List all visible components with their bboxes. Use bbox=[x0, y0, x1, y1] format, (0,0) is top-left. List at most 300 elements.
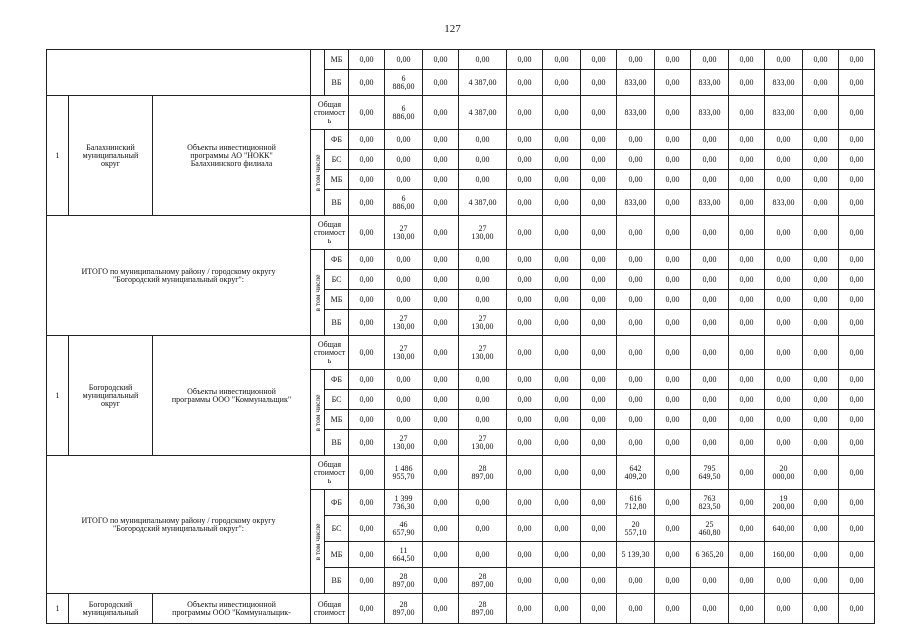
value-cell: 0,00 bbox=[617, 390, 655, 410]
value-cell: 0,00 bbox=[423, 216, 459, 250]
value-cell: 0,00 bbox=[617, 216, 655, 250]
value-cell: 0,00 bbox=[617, 568, 655, 594]
value-cell: 0,00 bbox=[423, 430, 459, 456]
value-cell: 0,00 bbox=[423, 96, 459, 130]
value-cell: 0,00 bbox=[655, 50, 691, 70]
value-cell: 25 460,80 bbox=[691, 516, 729, 542]
value-cell: 0,00 bbox=[655, 70, 691, 96]
value-cell: 0,00 bbox=[655, 190, 691, 216]
value-cell: 4 387,00 bbox=[459, 96, 507, 130]
source-cell: БС bbox=[325, 516, 349, 542]
value-cell: 0,00 bbox=[349, 390, 385, 410]
value-cell: 833,00 bbox=[617, 96, 655, 130]
value-cell: 0,00 bbox=[581, 96, 617, 130]
value-cell: 0,00 bbox=[617, 130, 655, 150]
value-cell: 0,00 bbox=[543, 490, 581, 516]
value-cell: 0,00 bbox=[459, 290, 507, 310]
table-row bbox=[47, 50, 875, 70]
value-cell: 0,00 bbox=[729, 190, 765, 216]
value-cell: 0,00 bbox=[507, 542, 543, 568]
value-cell: 0,00 bbox=[839, 270, 875, 290]
value-cell: 0,00 bbox=[423, 70, 459, 96]
value-cell: 833,00 bbox=[617, 190, 655, 216]
value-cell: 0,00 bbox=[729, 542, 765, 568]
value-cell: 0,00 bbox=[655, 594, 691, 624]
value-cell: 0,00 bbox=[507, 130, 543, 150]
value-cell: 0,00 bbox=[581, 50, 617, 70]
value-cell: 0,00 bbox=[729, 250, 765, 270]
in-that-number-text: в том числе bbox=[312, 153, 322, 192]
value-cell: 0,00 bbox=[729, 516, 765, 542]
value-cell: 0,00 bbox=[543, 456, 581, 490]
value-cell: 0,00 bbox=[765, 50, 803, 70]
value-cell: 0,00 bbox=[617, 430, 655, 456]
value-cell: 0,00 bbox=[691, 390, 729, 410]
value-cell: 0,00 bbox=[581, 290, 617, 310]
value-cell: 0,00 bbox=[349, 542, 385, 568]
value-cell: 0,00 bbox=[385, 270, 423, 290]
value-cell: 0,00 bbox=[691, 594, 729, 624]
value-cell: 0,00 bbox=[729, 336, 765, 370]
value-cell: 0,00 bbox=[385, 170, 423, 190]
value-cell: 0,00 bbox=[655, 410, 691, 430]
value-cell: 0,00 bbox=[349, 96, 385, 130]
value-cell: 0,00 bbox=[349, 336, 385, 370]
value-cell: 0,00 bbox=[655, 370, 691, 390]
value-cell: 0,00 bbox=[581, 370, 617, 390]
value-cell: 27 130,00 bbox=[459, 310, 507, 336]
source-cell: МБ bbox=[325, 410, 349, 430]
value-cell: 0,00 bbox=[385, 290, 423, 310]
source-cell: МБ bbox=[325, 290, 349, 310]
value-cell: 0,00 bbox=[617, 594, 655, 624]
value-cell: 0,00 bbox=[765, 336, 803, 370]
value-cell: 0,00 bbox=[729, 96, 765, 130]
value-cell: 0,00 bbox=[459, 130, 507, 150]
value-cell: 0,00 bbox=[839, 96, 875, 130]
value-cell: 0,00 bbox=[385, 250, 423, 270]
value-cell: 0,00 bbox=[349, 410, 385, 430]
value-cell: 0,00 bbox=[581, 270, 617, 290]
value-cell: 5 139,30 bbox=[617, 542, 655, 568]
value-cell: 0,00 bbox=[543, 594, 581, 624]
value-cell: 0,00 bbox=[349, 130, 385, 150]
value-cell: 0,00 bbox=[729, 270, 765, 290]
value-cell: 1 486 955,70 bbox=[385, 456, 423, 490]
value-cell: 0,00 bbox=[655, 130, 691, 150]
source-cell: ВБ bbox=[325, 310, 349, 336]
total-row bbox=[47, 96, 875, 130]
value-cell: 0,00 bbox=[507, 594, 543, 624]
value-cell: 0,00 bbox=[803, 490, 839, 516]
value-cell: 0,00 bbox=[543, 130, 581, 150]
value-cell: 0,00 bbox=[543, 290, 581, 310]
value-cell: 0,00 bbox=[839, 50, 875, 70]
value-cell: 0,00 bbox=[349, 290, 385, 310]
value-cell: 0,00 bbox=[729, 290, 765, 310]
value-cell: 0,00 bbox=[507, 410, 543, 430]
value-cell: 0,00 bbox=[803, 70, 839, 96]
value-cell: 833,00 bbox=[691, 96, 729, 130]
value-cell: 0,00 bbox=[803, 250, 839, 270]
value-cell: 0,00 bbox=[459, 50, 507, 70]
value-cell: 6 886,00 bbox=[385, 70, 423, 96]
value-cell: 0,00 bbox=[581, 250, 617, 270]
value-cell: 0,00 bbox=[691, 430, 729, 456]
value-cell: 0,00 bbox=[507, 250, 543, 270]
value-cell: 0,00 bbox=[459, 490, 507, 516]
value-cell: 0,00 bbox=[729, 370, 765, 390]
source-cell: ФБ bbox=[325, 370, 349, 390]
value-cell: 0,00 bbox=[507, 516, 543, 542]
value-cell: 0,00 bbox=[349, 430, 385, 456]
value-cell: 0,00 bbox=[617, 50, 655, 70]
value-cell: 0,00 bbox=[803, 216, 839, 250]
value-cell: 0,00 bbox=[459, 542, 507, 568]
value-cell: 0,00 bbox=[839, 336, 875, 370]
value-cell: 0,00 bbox=[839, 410, 875, 430]
total-cost-label: Общая стоимост bbox=[311, 594, 349, 624]
value-cell: 0,00 bbox=[617, 270, 655, 290]
value-cell: 0,00 bbox=[765, 568, 803, 594]
value-cell: 0,00 bbox=[655, 430, 691, 456]
value-cell: 795 649,50 bbox=[691, 456, 729, 490]
source-cell: БС bbox=[325, 150, 349, 170]
source-cell: ФБ bbox=[325, 490, 349, 516]
value-cell: 0,00 bbox=[507, 568, 543, 594]
value-cell: 27 130,00 bbox=[385, 430, 423, 456]
value-cell: 0,00 bbox=[803, 130, 839, 150]
total-row bbox=[47, 594, 875, 624]
value-cell: 0,00 bbox=[543, 516, 581, 542]
source-cell: МБ bbox=[325, 542, 349, 568]
value-cell: 0,00 bbox=[617, 410, 655, 430]
value-cell: 0,00 bbox=[349, 216, 385, 250]
total-row bbox=[47, 336, 875, 370]
value-cell: 0,00 bbox=[423, 516, 459, 542]
value-cell: 0,00 bbox=[385, 390, 423, 410]
value-cell: 0,00 bbox=[423, 568, 459, 594]
in-that-number-label bbox=[311, 490, 325, 594]
value-cell: 0,00 bbox=[507, 336, 543, 370]
value-cell: 0,00 bbox=[459, 390, 507, 410]
value-cell: 0,00 bbox=[581, 170, 617, 190]
value-cell: 0,00 bbox=[581, 542, 617, 568]
value-cell: 0,00 bbox=[423, 336, 459, 370]
value-cell: 0,00 bbox=[543, 542, 581, 568]
value-cell: 0,00 bbox=[803, 96, 839, 130]
value-cell: 0,00 bbox=[839, 130, 875, 150]
value-cell: 0,00 bbox=[655, 336, 691, 370]
value-cell: 640,00 bbox=[765, 516, 803, 542]
page-number: 127 bbox=[444, 23, 461, 35]
value-cell: 0,00 bbox=[349, 270, 385, 290]
value-cell: 0,00 bbox=[423, 542, 459, 568]
value-cell: 0,00 bbox=[349, 170, 385, 190]
value-cell: 0,00 bbox=[691, 250, 729, 270]
source-cell: ВБ bbox=[325, 70, 349, 96]
value-cell: 0,00 bbox=[507, 310, 543, 336]
value-cell: 0,00 bbox=[581, 190, 617, 216]
value-cell: 833,00 bbox=[617, 70, 655, 96]
value-cell: 0,00 bbox=[349, 70, 385, 96]
value-cell: 0,00 bbox=[349, 456, 385, 490]
value-cell: 0,00 bbox=[423, 190, 459, 216]
value-cell: 0,00 bbox=[729, 490, 765, 516]
district-name: Богородский муниципальный округ bbox=[69, 336, 153, 456]
value-cell: 0,00 bbox=[691, 290, 729, 310]
value-cell: 0,00 bbox=[423, 170, 459, 190]
source-cell: ФБ bbox=[325, 250, 349, 270]
value-cell: 0,00 bbox=[803, 456, 839, 490]
value-cell: 0,00 bbox=[803, 370, 839, 390]
value-cell: 1 399 736,30 bbox=[385, 490, 423, 516]
value-cell: 27 130,00 bbox=[459, 430, 507, 456]
value-cell: 0,00 bbox=[459, 370, 507, 390]
value-cell: 0,00 bbox=[655, 270, 691, 290]
value-cell: 0,00 bbox=[655, 170, 691, 190]
value-cell: 0,00 bbox=[349, 310, 385, 336]
value-cell: 0,00 bbox=[655, 456, 691, 490]
value-cell: 0,00 bbox=[729, 130, 765, 150]
value-cell: 0,00 bbox=[507, 96, 543, 130]
in-that-number-label bbox=[311, 370, 325, 456]
itogo-label: ИТОГО по муниципальному району / городскому округу "Богородский муниципальный округ": bbox=[47, 216, 311, 336]
value-cell: 0,00 bbox=[459, 170, 507, 190]
value-cell: 763 823,50 bbox=[691, 490, 729, 516]
value-cell: 0,00 bbox=[803, 568, 839, 594]
value-cell: 0,00 bbox=[543, 96, 581, 130]
value-cell: 0,00 bbox=[385, 410, 423, 430]
value-cell: 0,00 bbox=[459, 410, 507, 430]
value-cell: 0,00 bbox=[581, 130, 617, 150]
value-cell: 0,00 bbox=[507, 70, 543, 96]
value-cell: 0,00 bbox=[803, 50, 839, 70]
value-cell: 27 130,00 bbox=[385, 336, 423, 370]
value-cell: 0,00 bbox=[385, 50, 423, 70]
value-cell: 0,00 bbox=[423, 130, 459, 150]
value-cell: 4 387,00 bbox=[459, 70, 507, 96]
value-cell: 27 130,00 bbox=[385, 310, 423, 336]
value-cell: 0,00 bbox=[803, 170, 839, 190]
value-cell: 0,00 bbox=[543, 250, 581, 270]
total-row bbox=[47, 456, 875, 490]
value-cell: 0,00 bbox=[617, 170, 655, 190]
value-cell: 27 130,00 bbox=[459, 336, 507, 370]
value-cell: 6 365,20 bbox=[691, 542, 729, 568]
value-cell: 833,00 bbox=[765, 96, 803, 130]
value-cell: 0,00 bbox=[507, 270, 543, 290]
value-cell: 0,00 bbox=[349, 50, 385, 70]
source-cell: ВБ bbox=[325, 190, 349, 216]
value-cell: 0,00 bbox=[423, 490, 459, 516]
value-cell: 0,00 bbox=[581, 594, 617, 624]
value-cell: 616 712,80 bbox=[617, 490, 655, 516]
row-number: 1 bbox=[47, 336, 69, 456]
value-cell: 0,00 bbox=[507, 370, 543, 390]
in-that-number-text: в том числе bbox=[312, 273, 322, 312]
value-cell: 0,00 bbox=[543, 270, 581, 290]
value-cell: 0,00 bbox=[617, 150, 655, 170]
value-cell: 0,00 bbox=[803, 542, 839, 568]
value-cell: 0,00 bbox=[349, 150, 385, 170]
object-name: Объекты инвестиционной программы ООО "Коммунальщик" bbox=[153, 336, 311, 456]
value-cell: 0,00 bbox=[349, 490, 385, 516]
total-cost-label: Общая стоимост ь bbox=[311, 96, 349, 130]
value-cell: 28 897,00 bbox=[385, 594, 423, 624]
value-cell: 0,00 bbox=[423, 310, 459, 336]
value-cell: 0,00 bbox=[349, 190, 385, 216]
value-cell: 0,00 bbox=[691, 270, 729, 290]
value-cell: 0,00 bbox=[765, 150, 803, 170]
value-cell: 0,00 bbox=[543, 70, 581, 96]
value-cell: 0,00 bbox=[803, 594, 839, 624]
value-cell: 0,00 bbox=[507, 430, 543, 456]
value-cell: 0,00 bbox=[765, 290, 803, 310]
value-cell: 0,00 bbox=[581, 310, 617, 336]
source-cell: ВБ bbox=[325, 430, 349, 456]
value-cell: 0,00 bbox=[729, 70, 765, 96]
value-cell: 0,00 bbox=[839, 594, 875, 624]
value-cell: 0,00 bbox=[543, 430, 581, 456]
value-cell: 0,00 bbox=[765, 410, 803, 430]
value-cell: 0,00 bbox=[765, 430, 803, 456]
value-cell: 0,00 bbox=[839, 170, 875, 190]
value-cell: 0,00 bbox=[543, 410, 581, 430]
value-cell: 0,00 bbox=[839, 490, 875, 516]
value-cell: 0,00 bbox=[803, 190, 839, 216]
value-cell: 0,00 bbox=[729, 568, 765, 594]
value-cell: 0,00 bbox=[581, 336, 617, 370]
value-cell: 20 000,00 bbox=[765, 456, 803, 490]
value-cell: 0,00 bbox=[803, 410, 839, 430]
value-cell: 27 130,00 bbox=[385, 216, 423, 250]
value-cell: 0,00 bbox=[423, 150, 459, 170]
value-cell: 0,00 bbox=[423, 594, 459, 624]
value-cell: 0,00 bbox=[729, 310, 765, 336]
value-cell: 0,00 bbox=[839, 542, 875, 568]
value-cell: 0,00 bbox=[729, 456, 765, 490]
value-cell: 6 886,00 bbox=[385, 96, 423, 130]
value-cell: 0,00 bbox=[507, 290, 543, 310]
value-cell: 0,00 bbox=[581, 410, 617, 430]
value-cell: 0,00 bbox=[655, 516, 691, 542]
value-cell: 0,00 bbox=[803, 270, 839, 290]
value-cell: 0,00 bbox=[729, 430, 765, 456]
value-cell: 0,00 bbox=[839, 390, 875, 410]
itogo-label: ИТОГО по муниципальному району / городскому округу "Богородский муниципальный округ": bbox=[47, 456, 311, 594]
value-cell: 0,00 bbox=[617, 310, 655, 336]
value-cell: 0,00 bbox=[543, 336, 581, 370]
value-cell: 0,00 bbox=[655, 290, 691, 310]
value-cell: 0,00 bbox=[729, 410, 765, 430]
source-cell: ФБ bbox=[325, 130, 349, 150]
value-cell: 28 897,00 bbox=[459, 456, 507, 490]
value-cell: 19 200,00 bbox=[765, 490, 803, 516]
value-cell: 160,00 bbox=[765, 542, 803, 568]
value-cell: 0,00 bbox=[765, 170, 803, 190]
value-cell: 0,00 bbox=[349, 594, 385, 624]
value-cell: 0,00 bbox=[423, 370, 459, 390]
value-cell: 0,00 bbox=[543, 190, 581, 216]
value-cell: 27 130,00 bbox=[459, 216, 507, 250]
value-cell: 0,00 bbox=[543, 50, 581, 70]
value-cell: 642 409,20 bbox=[617, 456, 655, 490]
value-cell: 0,00 bbox=[617, 370, 655, 390]
value-cell: 0,00 bbox=[839, 70, 875, 96]
value-cell: 0,00 bbox=[507, 50, 543, 70]
value-cell: 4 387,00 bbox=[459, 190, 507, 216]
value-cell: 20 557,10 bbox=[617, 516, 655, 542]
value-cell: 0,00 bbox=[691, 336, 729, 370]
value-cell: 0,00 bbox=[803, 516, 839, 542]
value-cell: 0,00 bbox=[655, 542, 691, 568]
value-cell: 0,00 bbox=[655, 96, 691, 130]
value-cell: 0,00 bbox=[459, 270, 507, 290]
value-cell: 0,00 bbox=[543, 568, 581, 594]
value-cell: 0,00 bbox=[349, 568, 385, 594]
value-cell: 0,00 bbox=[459, 250, 507, 270]
total-cost-label: Общая стоимост ь bbox=[311, 456, 349, 490]
value-cell: 0,00 bbox=[581, 430, 617, 456]
value-cell: 0,00 bbox=[765, 130, 803, 150]
value-cell: 0,00 bbox=[729, 150, 765, 170]
value-cell: 0,00 bbox=[803, 430, 839, 456]
value-cell: 0,00 bbox=[581, 216, 617, 250]
row-number: 1 bbox=[47, 594, 69, 624]
value-cell: 0,00 bbox=[581, 490, 617, 516]
value-cell: 0,00 bbox=[765, 390, 803, 410]
value-cell: 0,00 bbox=[423, 290, 459, 310]
value-cell: 0,00 bbox=[459, 516, 507, 542]
object-name: Объекты инвестиционной программы ООО "Коммунальщик- bbox=[153, 594, 311, 624]
value-cell: 0,00 bbox=[691, 410, 729, 430]
value-cell: 0,00 bbox=[691, 130, 729, 150]
value-cell: 0,00 bbox=[691, 150, 729, 170]
value-cell: 0,00 bbox=[507, 170, 543, 190]
value-cell: 0,00 bbox=[655, 250, 691, 270]
value-cell: 0,00 bbox=[655, 390, 691, 410]
value-cell: 0,00 bbox=[729, 216, 765, 250]
value-cell: 0,00 bbox=[839, 370, 875, 390]
value-cell: 0,00 bbox=[765, 594, 803, 624]
value-cell: 0,00 bbox=[543, 170, 581, 190]
value-cell: 0,00 bbox=[803, 290, 839, 310]
value-cell: 0,00 bbox=[655, 310, 691, 336]
value-cell: 0,00 bbox=[839, 430, 875, 456]
value-cell: 0,00 bbox=[543, 390, 581, 410]
value-cell: 0,00 bbox=[729, 390, 765, 410]
value-cell: 0,00 bbox=[691, 170, 729, 190]
source-cell: ВБ bbox=[325, 568, 349, 594]
value-cell: 28 897,00 bbox=[459, 594, 507, 624]
value-cell: 28 897,00 bbox=[385, 568, 423, 594]
value-cell: 0,00 bbox=[581, 456, 617, 490]
value-cell: 0,00 bbox=[423, 410, 459, 430]
value-cell: 0,00 bbox=[581, 70, 617, 96]
value-cell: 0,00 bbox=[839, 310, 875, 336]
value-cell: 0,00 bbox=[617, 290, 655, 310]
value-cell: 0,00 bbox=[691, 568, 729, 594]
value-cell: 6 886,00 bbox=[385, 190, 423, 216]
value-cell: 0,00 bbox=[385, 150, 423, 170]
value-cell: 0,00 bbox=[839, 456, 875, 490]
district-name: Богородский муниципальный bbox=[69, 594, 153, 624]
value-cell: 0,00 bbox=[459, 150, 507, 170]
value-cell: 833,00 bbox=[765, 190, 803, 216]
value-cell: 0,00 bbox=[581, 568, 617, 594]
value-cell: 0,00 bbox=[349, 370, 385, 390]
